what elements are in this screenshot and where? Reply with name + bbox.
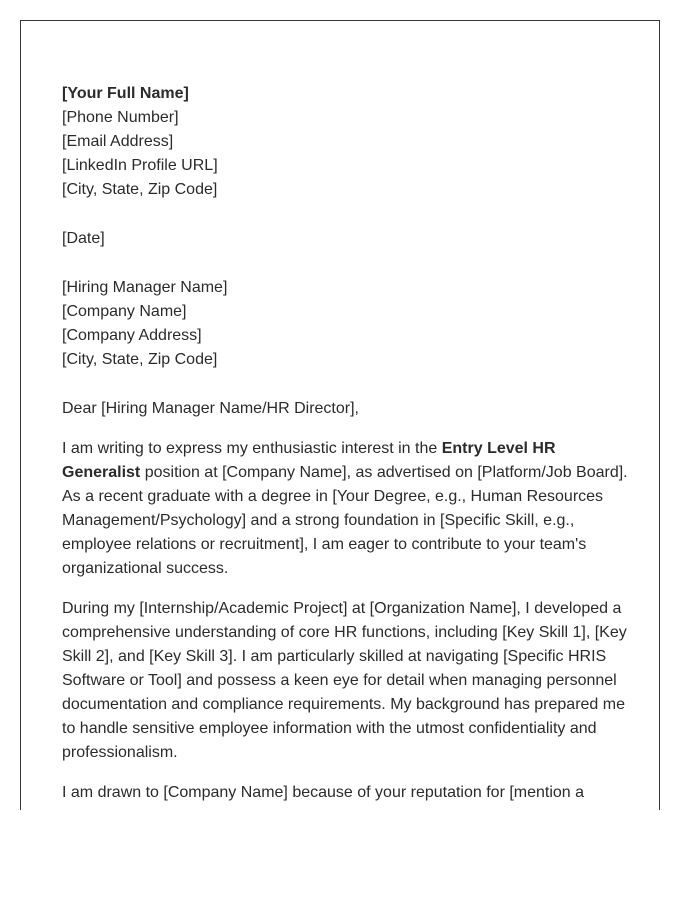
sender-location: [City, State, Zip Code] xyxy=(62,181,218,198)
recipient-company-address: [Company Address] xyxy=(62,327,202,344)
recipient-manager-name: [Hiring Manager Name] xyxy=(62,279,228,296)
paragraph-intro-before: I am writing to express my enthusiastic interest in the xyxy=(62,440,442,457)
paragraph-experience: During my [Internship/Academic Project] at [Organization Name], I developed a comprehensive understanding of core HR functions, including [Key Skill 1], [Key Skill 2], and [Key Skill 3]. I am particularly skilled at navigating [Specific HRIS Software or Tool] and possess a keen eye for detail when managing personnel documentation and compliance requirements. My background has prepared me to handle sensitive employee information with the utmost confidentiality and professionalism. xyxy=(62,600,627,761)
letter-content xyxy=(62,82,632,810)
salutation: Dear [Hiring Manager Name/HR Director], xyxy=(62,400,359,417)
recipient-location: [City, State, Zip Code] xyxy=(62,351,218,368)
paragraph-intro xyxy=(62,437,632,581)
paragraph-intro-role: Entry Level HR Generalist xyxy=(62,440,556,481)
recipient-block xyxy=(62,276,632,372)
sender-email: [Email Address] xyxy=(62,133,174,150)
paragraph-intro-after: position at [Company Name], as advertised on [Platform/Job Board]. As a recent graduate with a degree in [Your Degree, e.g., Human Resources Management/Psychology] and a strong foundation in [Specific Skill, e.g., employee relations or recruitment], I am eager to contribute to your team's organizational success. xyxy=(62,464,628,577)
sender-linkedin: [LinkedIn Profile URL] xyxy=(62,157,218,174)
sender-block xyxy=(62,82,632,202)
letter-page xyxy=(20,20,660,810)
sender-full-name: [Your Full Name] xyxy=(62,85,189,102)
date-block xyxy=(62,227,632,251)
letter-date: [Date] xyxy=(62,230,105,247)
paragraph-company: I am drawn to [Company Name] because of your reputation for [mention a xyxy=(62,784,585,801)
recipient-company-name: [Company Name] xyxy=(62,303,187,320)
sender-phone: [Phone Number] xyxy=(62,109,179,126)
